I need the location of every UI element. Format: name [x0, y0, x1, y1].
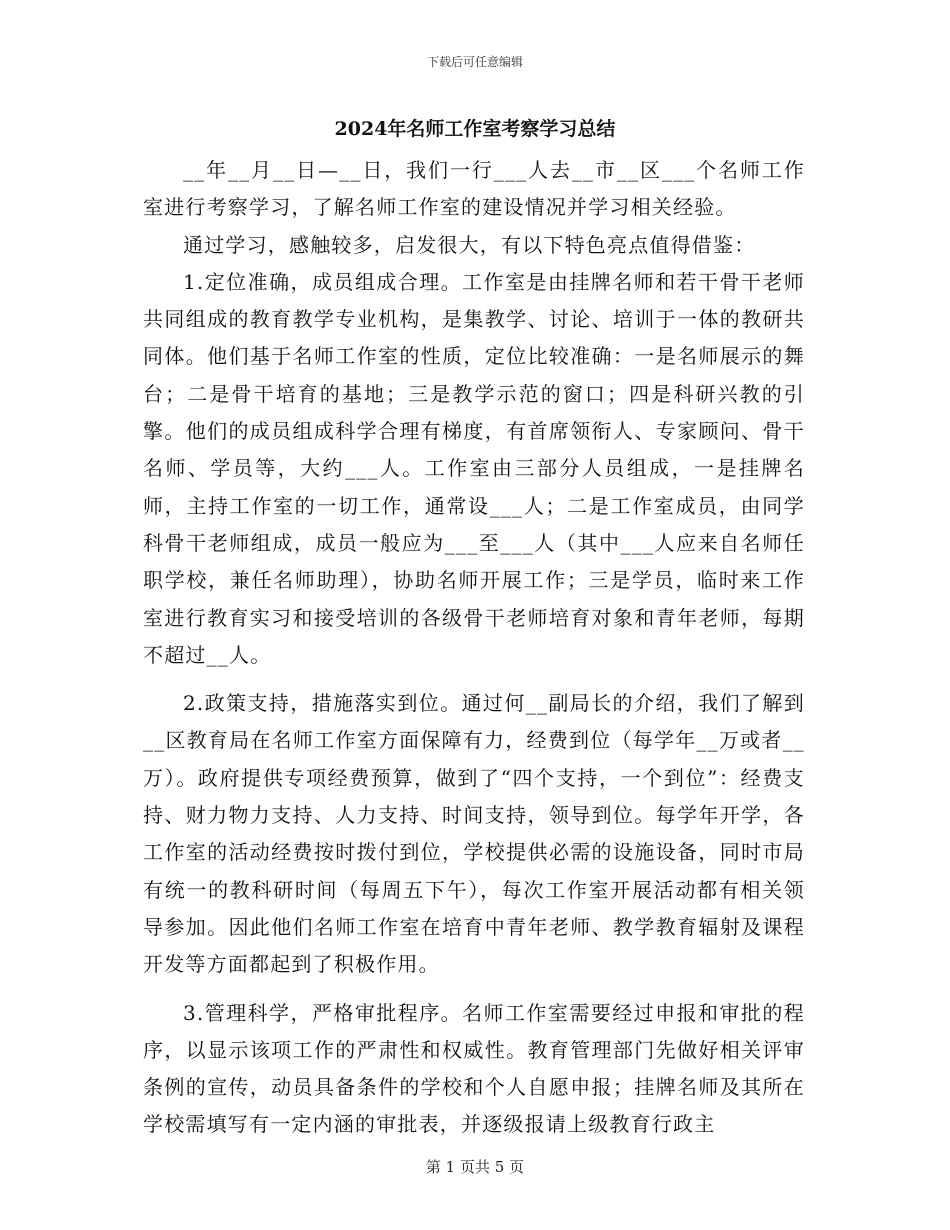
page-footer: 第 1 页共 5 页 [425, 1158, 525, 1176]
document-title: 2024年名师工作室考察学习总结 [334, 118, 616, 140]
paragraph-point-2: 2.政策支持，措施落实到位。通过何__副局长的介绍，我们了解到__区教育局在名师工作室方面保障有力，经费到位（每学年__万或者__万）。政府提供专项经费预算，做到了“四个支持，一个到位”：经费支持、财力物力支持、人力支持、时间支持，领导到位。每学年开学，各工作室的活动经费按时拨付到位，学校提供必需的设施设备，同时市局有统一的教科研时间（每周五下午），每次工作室开展活动都有相关领导参加。因此他们名师工作室在培育中青年老师、教学教育辐射及课程开发等方面都起到了积极作用。 [143, 691, 805, 977]
document-body [143, 144, 805, 1144]
paragraph-summary: 通过学习，感触较多，启发很大，有以下特色亮点值得借鉴： [183, 232, 756, 257]
paragraph-point-1: 1.定位准确，成员组成合理。工作室是由挂牌名师和若干骨干老师共同组成的教育教学专业机构，是集教学、讨论、培训于一体的教研共同体。他们基于名师工作室的性质，定位比较准确：一是名师展示的舞台；二是骨干培育的基地；三是教学示范的窗口；四是科研兴教的引擎。他们的成员组成科学合理有梯度，有首席领衔人、专家顾问、骨干名师、学员等，大约___人。工作室由三部分人员组成，一是挂牌名师，主持工作室的一切工作，通常设___人；二是工作室成员，由同学科骨干老师组成，成员一般应为___至___人（其中___人应来自名师任职学校，兼任名师助理），协助名师开展工作；三是学员，临时来工作室进行教育实习和接受培训的各级骨干老师培育对象和青年老师，每期不超过__人。 [143, 269, 805, 667]
paragraph-intro: __年__月__日—__日，我们一行___人去__市__区___个名师工作室进行考察学习，了解名师工作室的建设情况并学习相关经验。 [143, 158, 805, 220]
paragraph-point-3: 3.管理科学，严格审批程序。名师工作室需要经过申报和审批的程序，以显示该项工作的严肃性和权威性。教育管理部门先做好相关评审条例的宣传，动员具备条件的学校和个人自愿申报；挂牌名师及其所在学校需填写有一定内涵的审批表，并逐级报请上级教育行政主 [143, 1000, 805, 1137]
header-note: 下载后可任意编辑 [426, 55, 523, 69]
